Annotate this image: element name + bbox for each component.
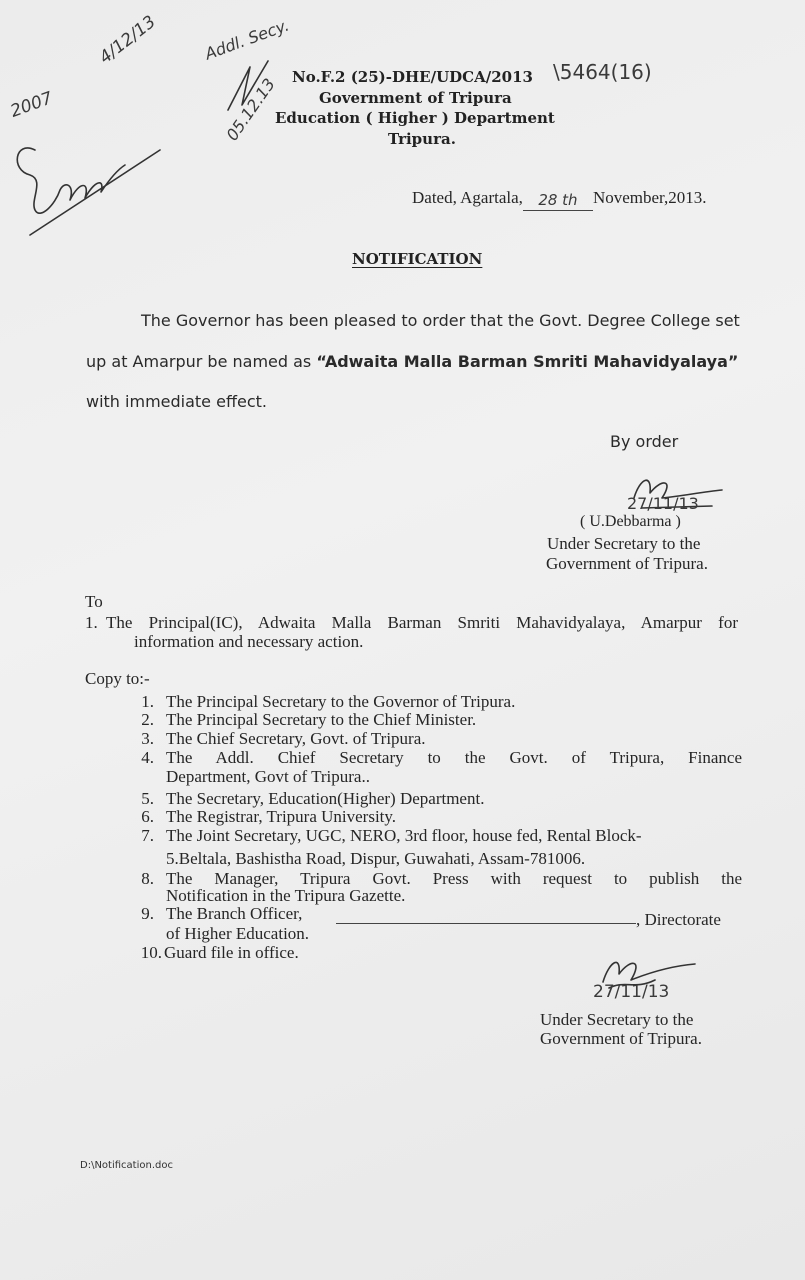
list-item-number: 8.	[141, 869, 154, 888]
signature-1-date: 27/11/13	[627, 494, 699, 513]
list-item: The Registrar, Tripura University.	[166, 807, 397, 826]
initials-signature-left	[5, 110, 165, 240]
list-item-number: 6.	[141, 807, 154, 826]
list-item-tail: , Directorate	[636, 910, 721, 929]
handwritten-number: 2007	[7, 88, 56, 122]
list-item-number: 1.	[141, 692, 154, 711]
to-line-1	[106, 613, 738, 633]
list-item: The Joint Secretary, UGC, NERO, 3rd floor, house fed, Rental Block-	[166, 826, 642, 845]
to-line-2: information and necessary action.	[134, 632, 364, 651]
by-order: By order	[610, 432, 679, 451]
list-item-number: 3.	[141, 729, 154, 748]
list-item-number: 9.	[141, 904, 154, 923]
list-item-line: Notification in the Tripura Gazette.	[166, 886, 406, 905]
file-number: No.F.2 (25)-DHE/UDCA/2013	[292, 68, 533, 86]
list-item: The Secretary, Education(Higher) Department.	[166, 789, 485, 808]
handwritten-date-top: 4/12/13	[95, 11, 160, 69]
list-item: The Chief Secretary, Govt. of Tripura.	[166, 729, 426, 748]
govt-name: Government of Tripura	[319, 89, 512, 107]
signatory-2-title-line2: Government of Tripura.	[540, 1029, 702, 1048]
signatory-1-title-line2: Government of Tripura.	[546, 554, 708, 573]
handwritten-dispatch-number: \5464(16)	[553, 60, 652, 84]
body-line-2-text: up at Amarpur be named as	[86, 352, 317, 371]
signature-2-date: 27/11/13	[593, 982, 670, 1002]
list-item-line: Department, Govt of Tripura..	[166, 767, 370, 786]
body-line-3: with immediate effect.	[86, 392, 267, 411]
to-label: To	[85, 592, 103, 611]
notification-title: NOTIFICATION	[352, 250, 483, 268]
to-line-1-text: The Principal(IC), Adwaita Malla Barman Smriti Mahavidyalaya, Amarpur for	[106, 613, 738, 632]
dated-prefix: Dated, Agartala,	[412, 188, 523, 207]
list-item	[166, 748, 742, 768]
signatory-name: ( U.Debbarma )	[580, 513, 681, 530]
list-item-line: of Higher Education.	[166, 924, 310, 943]
department-name: Education ( Higher ) Department	[275, 109, 555, 127]
list-item-number: 10.	[140, 943, 162, 962]
state-name: Tripura.	[388, 130, 456, 148]
list-item-number: 7.	[141, 826, 154, 845]
list-item: The Branch Officer,	[166, 904, 303, 923]
dated-suffix: November,2013.	[592, 188, 707, 207]
list-item: Guard file in office.	[164, 943, 299, 962]
signatory-2-title-line1: Under Secretary to the	[540, 1010, 694, 1029]
handwritten-date-mid: 05.12.13	[222, 74, 279, 145]
copy-to-label: Copy to:-	[85, 669, 150, 688]
list-item: The Principal Secretary to the Governor of Tripura.	[166, 692, 516, 711]
footer-file-path: D:\Notification.doc	[80, 1160, 173, 1171]
list-item-number: 4.	[141, 748, 154, 767]
signatory-1-title-line1: Under Secretary to the	[547, 534, 701, 553]
list-item-number: 5.	[141, 789, 154, 808]
dated-day-blank	[523, 190, 593, 211]
body-line-1: The Governor has been pleased to order that the Govt. Degree College set	[141, 311, 740, 330]
list-item-line: The Addl. Chief Secretary to the Govt. of Tripura, Finance	[166, 748, 742, 767]
list-item-number: 2.	[141, 710, 154, 729]
college-name: “Adwaita Malla Barman Smriti Mahavidyalaya”	[316, 352, 739, 371]
to-number: 1.	[85, 613, 98, 632]
dated-line	[412, 188, 707, 209]
body-line-2	[86, 352, 738, 371]
dated-day-handwritten: 28 th	[538, 191, 578, 209]
blank-line	[336, 923, 636, 924]
handwritten-addl-secy: Addl. Secy.	[202, 15, 292, 64]
list-item-line: The Manager, Tripura Govt. Press with request to publish the	[166, 869, 742, 888]
list-item-line: 5.Beltala, Bashistha Road, Dispur, Guwahati, Assam-781006.	[166, 849, 586, 868]
list-item: The Principal Secretary to the Chief Minister.	[166, 710, 477, 729]
